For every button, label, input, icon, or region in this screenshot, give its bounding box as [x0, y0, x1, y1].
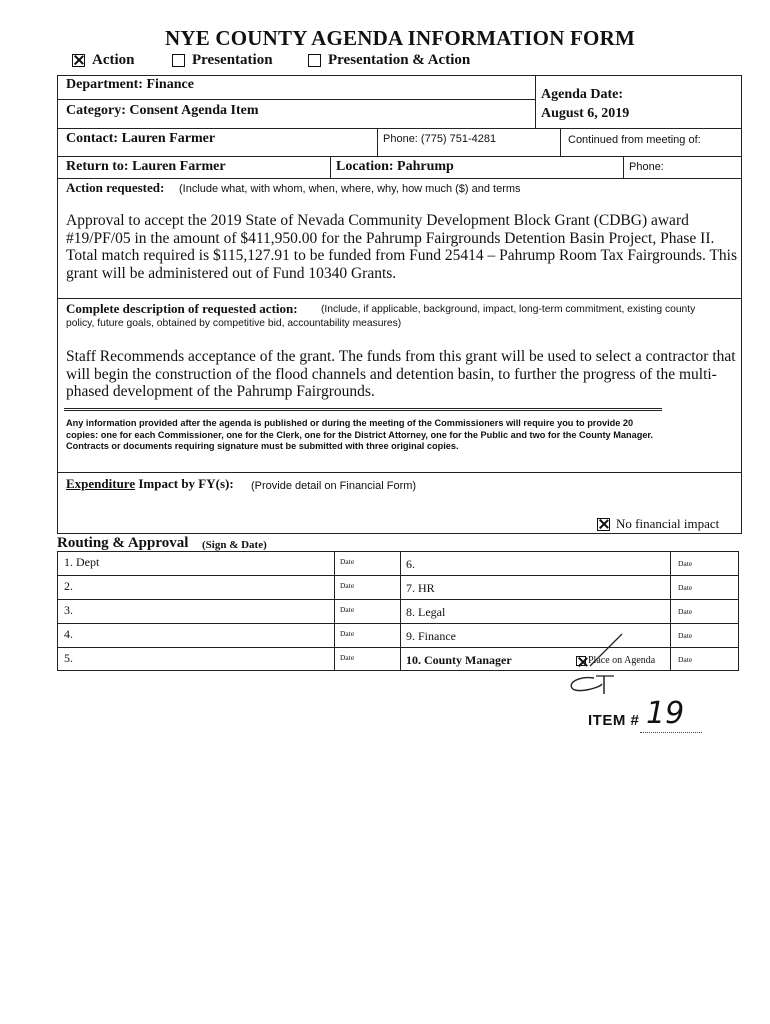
routing-right-label: 10. County Manager: [406, 653, 512, 667]
routing-left-label: 2.: [64, 579, 73, 593]
agenda-date-value: August 6, 2019: [541, 106, 630, 121]
description-hint-2: policy, future goals, obtained by competitive bid, accountability measures): [66, 318, 402, 329]
expenditure-label: [66, 476, 234, 492]
routing-date-label: Date: [340, 653, 355, 662]
description-line: phased development of the Pahrump Fairgrounds.: [66, 383, 375, 400]
no-financial-impact-option[interactable]: [597, 516, 719, 532]
presentation-action-option-label: Presentation & Action: [328, 52, 471, 68]
description-line: Staff Recommends acceptance of the grant. The funds from this grant will be used to select a contractor that: [66, 348, 736, 365]
routing-date-label: Date: [678, 559, 693, 568]
category-field: Category: Consent Agenda Item: [66, 103, 259, 118]
action-requested-text: [66, 212, 737, 282]
form-title: NYE COUNTY AGENDA INFORMATION FORM: [165, 26, 635, 50]
action-line: Approval to accept the 2019 State of Nevada Community Development Block Grant (CDBG) award: [66, 212, 689, 229]
location-field: Location: Pahrump: [336, 159, 454, 174]
presentation-action-option[interactable]: [308, 52, 470, 69]
expenditure-word: Expenditure: [66, 476, 136, 491]
item-label: ITEM #: [588, 712, 640, 729]
routing-right-label: 9. Finance: [406, 629, 456, 643]
routing-left-label: 3.: [64, 603, 73, 617]
action-requested-hint: (Include what, with whom, when, where, why, how much ($) and terms: [179, 183, 521, 195]
phone-field: Phone: (775) 751-4281: [383, 133, 497, 145]
routing-left-label: 1. Dept: [64, 555, 100, 569]
return-to-field: Return to: Lauren Farmer: [66, 159, 226, 174]
notice-line: copies: one for each Commissioner, one for the Clerk, one for the District Attorney, one for the Public and two for the County Manager.: [66, 429, 654, 440]
description-hint-1: (Include, if applicable, background, impact, long-term commitment, existing county: [321, 304, 696, 315]
description-label: Complete description of requested action:: [66, 301, 298, 316]
routing-title: Routing & Approval: [57, 535, 189, 551]
expenditure-label-rest: Impact by FY(s):: [135, 476, 234, 491]
action-line: Total match required is $115,127.91 to be funded from Fund 25414 – Pahrump Room Tax Fairgrounds. This: [66, 247, 738, 264]
presentation-option[interactable]: [172, 52, 273, 69]
description-line: will begin the construction of the flood channels and detention basin, to further the progress of the multi-: [66, 365, 717, 383]
routing-date-label: Date: [340, 605, 355, 614]
notice-line: Any information provided after the agenda is published or during the meeting of the Commissioners will require you to provide 20: [66, 418, 634, 428]
description-text: [66, 348, 736, 401]
presentation-checkbox[interactable]: [172, 54, 185, 67]
action-line: #19/PF/05 in the amount of $411,950.00 for the Pahrump Fairgrounds Detention Basin Project, Phase II.: [66, 229, 715, 247]
contact-field: Contact: Lauren Farmer: [66, 131, 216, 146]
presentation-option-label: Presentation: [192, 52, 273, 68]
action-option[interactable]: [72, 52, 135, 69]
routing-date-label: Date: [678, 583, 693, 592]
item-number-underline: [640, 732, 702, 733]
presentation-action-checkbox[interactable]: [308, 54, 321, 67]
routing-date-label: Date: [340, 557, 355, 566]
routing-hint: (Sign & Date): [202, 539, 267, 551]
routing-right-label: 6.: [406, 557, 415, 571]
no-financial-impact-checkbox[interactable]: [597, 518, 610, 531]
routing-right-label: 8. Legal: [406, 605, 446, 619]
approval-signature-icon: [560, 628, 630, 698]
action-requested-label: Action requested:: [66, 180, 165, 195]
no-financial-impact-label: No financial impact: [616, 516, 720, 531]
routing-table: [57, 551, 739, 671]
routing-date-label: Date: [678, 655, 693, 664]
submission-notice: [66, 418, 653, 453]
department-field: Department: Finance: [66, 77, 194, 92]
routing-date-label: Date: [340, 629, 355, 638]
item-number: 19: [646, 696, 685, 731]
expenditure-hint: (Provide detail on Financial Form): [251, 480, 417, 492]
continued-from-field: Continued from meeting of:: [568, 134, 701, 146]
action-checkbox[interactable]: [72, 54, 85, 67]
routing-date-label: Date: [678, 631, 693, 640]
action-line: grant will be administered out of Fund 10340 Grants.: [66, 264, 397, 282]
agenda-date-label: Agenda Date:: [541, 87, 624, 102]
action-option-label: Action: [92, 52, 135, 68]
phone2-field: Phone:: [629, 161, 664, 173]
routing-date-label: Date: [340, 581, 355, 590]
routing-left-label: 4.: [64, 627, 73, 641]
routing-date-label: Date: [678, 607, 693, 616]
notice-line: Contracts or documents requiring signature must be submitted with three original copies.: [66, 441, 459, 451]
place-on-agenda-label: Place on Agenda: [588, 655, 656, 666]
routing-right-label: 7. HR: [406, 581, 435, 595]
routing-left-label: 5.: [64, 651, 73, 665]
